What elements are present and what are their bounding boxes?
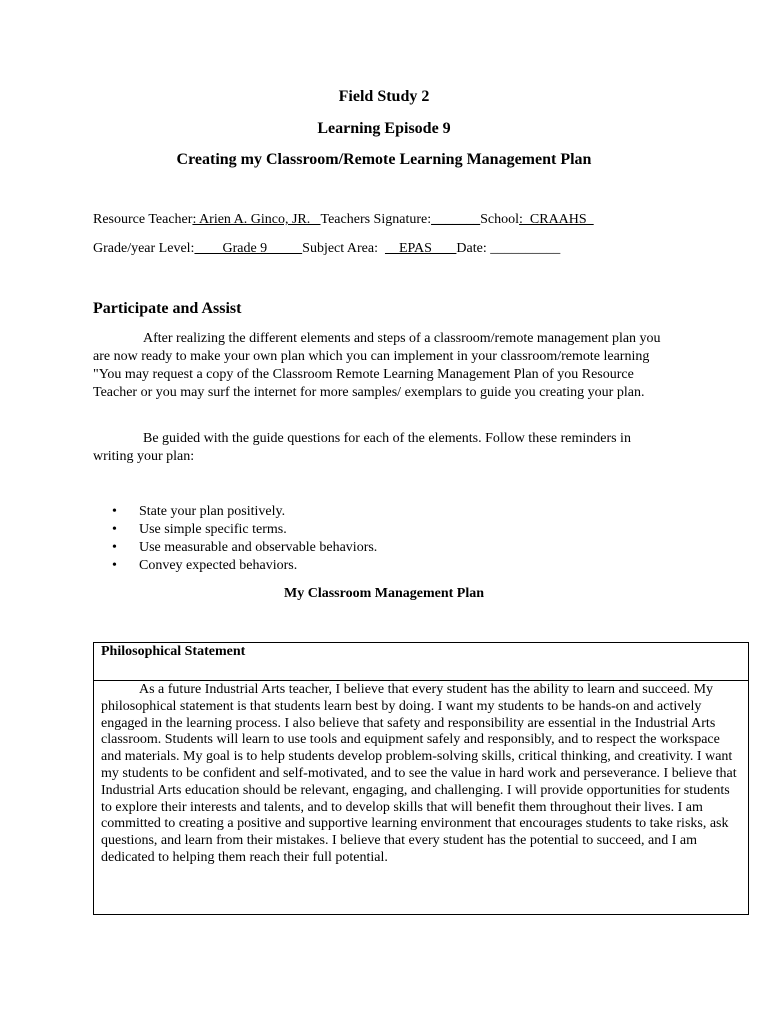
- grade-value: Grade 9: [194, 241, 303, 256]
- resource-teacher-value: : Arien A. Ginco, JR.: [192, 212, 321, 227]
- section-heading: Participate and Assist: [93, 300, 242, 317]
- school-value: : CRAAHS: [519, 212, 594, 227]
- reminder-text: Use simple specific terms.: [139, 522, 287, 537]
- bullet-icon: •: [112, 540, 117, 555]
- subject-label: Subject Area:: [302, 241, 385, 256]
- teachers-signature-label: Teachers Signature:: [320, 212, 432, 227]
- list-item: [112, 503, 377, 521]
- list-item: [112, 539, 377, 557]
- reminder-text: State your plan positively.: [139, 504, 286, 519]
- bullet-icon: •: [112, 522, 117, 537]
- date-value: __________: [490, 241, 561, 256]
- intro-paragraph: After realizing the different elements and steps of a classroom/remote management plan you are now ready to make your own plan which you can implement in your classroom/remote learning "You may request a copy of the Classroom Remote Learning Management Plan of you Resource Teacher or you may surf the internet for more samples/ exemplars to guide you creating your plan.: [93, 331, 661, 400]
- school-label: School: [480, 212, 519, 227]
- philosophical-statement-text: As a future Industrial Arts teacher, I believe that every student has the ability to learn and succeed. My philosophical statement is that students learn best by doing. I want my students to be hands-on and actively engaged in the learning process. I also believe that safety and responsibility are essential in the Industrial Arts classroom. Students will learn to use tools and equipment safely and responsibly, and to respect the workspace and materials. My goal is to help students develop problem-solving skills, critical thinking, and creativity. I want my students to be confident and self-motivated, and to see the value in hard work and perseverance. I believe that Industrial Arts education should be relevant, engaging, and challenging. I will provide opportunities for students to explore their interests and talents, and to develop skills that will benefit them throughout their lives. I am committed to creating a positive and supportive learning environment that encourages students to take risks, ask questions, and learn from their mistakes. I believe that every student has the potential to succeed, and I am dedicated to helping them reach their full potential.: [101, 682, 737, 865]
- reminder-text: Convey expected behaviors.: [139, 558, 298, 573]
- teachers-signature-value: _______: [431, 212, 481, 227]
- document-title: Field Study 2: [338, 88, 430, 105]
- subject-value: EPAS: [384, 241, 457, 256]
- grade-label: Grade/year Level:: [93, 241, 195, 256]
- bullet-icon: •: [112, 558, 117, 573]
- plan-title: My Classroom Management Plan: [284, 586, 484, 601]
- list-item: [112, 521, 377, 539]
- bullet-icon: •: [112, 504, 117, 519]
- date-label: Date:: [456, 241, 491, 256]
- info-line-2: [93, 241, 560, 257]
- document-subtitle: Creating my Classroom/Remote Learning Management Plan: [176, 151, 592, 168]
- resource-teacher-label: Resource Teacher: [93, 212, 193, 227]
- reminder-text: Use measurable and observable behaviors.: [139, 540, 378, 555]
- table-heading: Philosophical Statement: [101, 644, 246, 659]
- philosophical-statement-table: [93, 642, 749, 915]
- guide-paragraph: Be guided with the guide questions for each of the elements. Follow these reminders in writing your plan:: [93, 431, 631, 464]
- episode-title: Learning Episode 9: [317, 120, 451, 137]
- info-line-1: [93, 212, 594, 228]
- reminders-list: [112, 503, 377, 575]
- list-item: [112, 557, 377, 575]
- table-header-row: [94, 643, 748, 681]
